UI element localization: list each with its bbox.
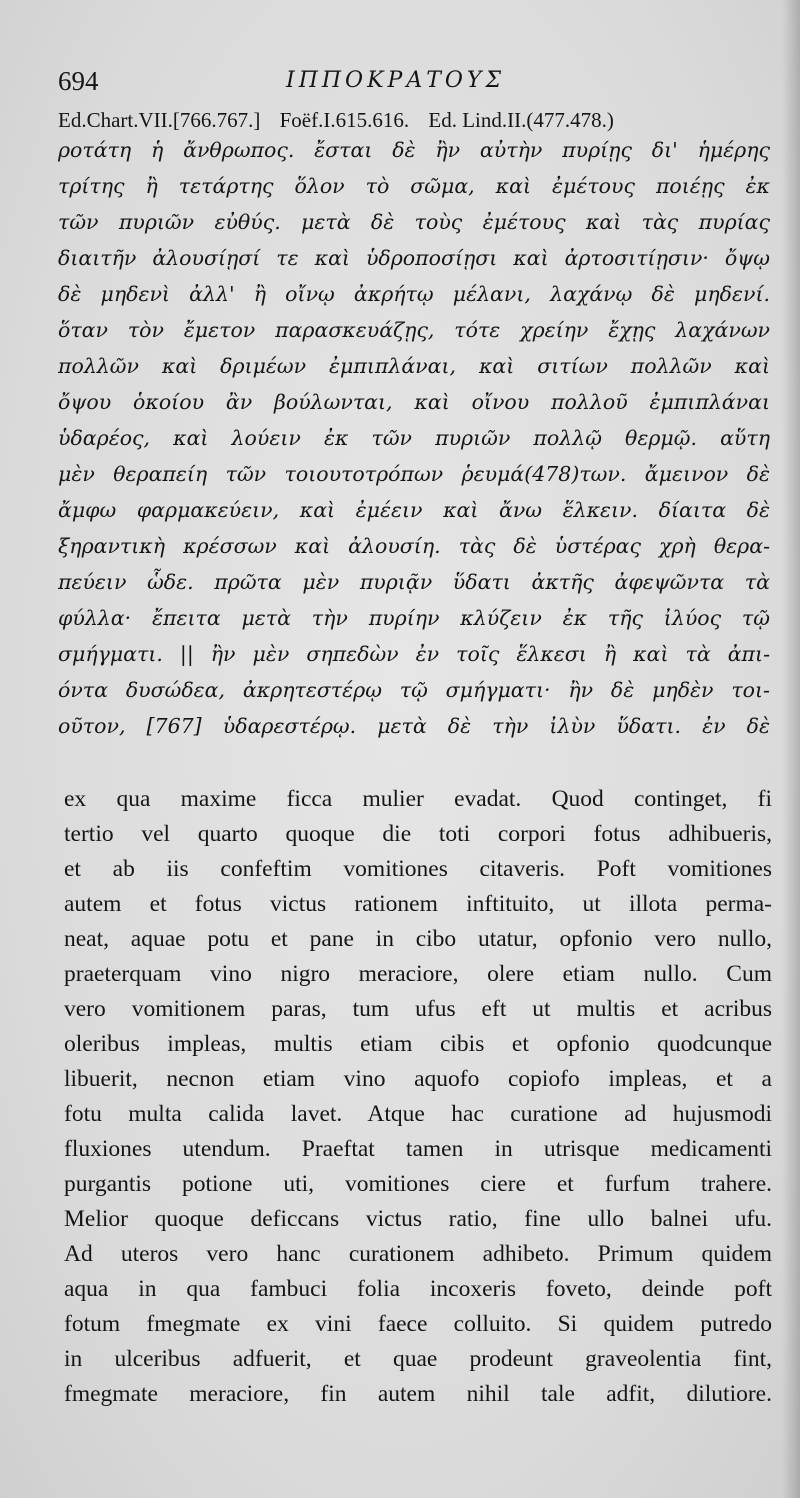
latin-text-line: fluxiones utendum. Praeftat tamen in utrisque medicamenti bbox=[64, 1136, 772, 1162]
running-title: ΙΠΠΟΚΡΑΤΟΥΣ bbox=[286, 68, 506, 93]
latin-text-line: tertio vel quarto quoque die toti corpori fotus adhibueris, bbox=[64, 821, 772, 847]
latin-text-line: Melior quoque deficcans victus ratio, fine ullo balnei ufu. bbox=[64, 1206, 772, 1232]
greek-text-line: διαιτῆν ἀλουσίῃσί τε καὶ ὑδροποσίῃσι καὶ ἀρτοσιτίῃσιν· ὄψῳ bbox=[58, 246, 770, 270]
latin-text-line: libuerit, necnon etiam vino aquofo copiofo impleas, et a bbox=[64, 1066, 772, 1092]
latin-text-line: fmegmate meraciore, fin autem nihil tale adfit, dilutiore. bbox=[64, 1381, 772, 1407]
edition-references bbox=[58, 108, 768, 133]
greek-text-line: πεύειν ὧδε. πρῶτα μὲν πυριᾷν ὕδατι ἀκτῆς ἀφεψῶντα τὰ bbox=[58, 570, 770, 594]
greek-text-line: τῶν πυριῶν εὐθύς. μετὰ δὲ τοὺς ἐμέτους καὶ τὰς πυρίας bbox=[58, 210, 770, 234]
latin-text-line: et ab iis confeftim vomitiones citaveris. Poft vomitiones bbox=[64, 856, 772, 882]
latin-text-block bbox=[64, 782, 772, 1412]
latin-text-line: oleribus impleas, multis etiam cibis et opfonio quodcunque bbox=[64, 1031, 772, 1057]
greek-text-line: ὄψου ὁκοίου ἂν βούλωνται, καὶ οἴνου πολλοῦ ἐμπιπλάναι bbox=[58, 390, 770, 414]
latin-text-line: Ad uteros vero hanc curationem adhibeto. Primum quidem bbox=[64, 1241, 772, 1267]
edition-reference: Foëf.I.615.616. bbox=[279, 108, 410, 132]
greek-text-line: ὅταν τὸν ἔμετον παρασκευάζῃς, τότε χρείην ἔχῃς λαχάνων bbox=[58, 318, 770, 342]
greek-text-line: μὲν θεραπείη τῶν τοιουτοτρόπων ῥευμά(478)των. ἄμεινον δὲ bbox=[58, 462, 770, 486]
greek-text-line: ἄμφω φαρμακεύειν, καὶ ἐμέειν καὶ ἄνω ἕλκειν. δίαιτα δὲ bbox=[58, 498, 770, 522]
latin-text-line: purgantis potione uti, vomitiones ciere et furfum trahere. bbox=[64, 1171, 772, 1197]
edition-reference: Ed. Lind.II.(477.478.) bbox=[428, 108, 614, 132]
greek-text-line: ὑδαρέος, καὶ λούειν ἐκ τῶν πυριῶν πολλῷ θερμῷ. αὕτη bbox=[58, 426, 770, 450]
greek-text-line: δὲ μηδενὶ ἀλλ' ἢ οἴνῳ ἀκρήτῳ μέλανι, λαχάνῳ δὲ μηδενί. bbox=[58, 282, 770, 306]
page-spine-shadow bbox=[782, 0, 800, 1498]
edition-reference: Ed.Chart.VII.[766.767.] bbox=[58, 108, 261, 132]
greek-text-line: σμήγματι. || ἢν μὲν σηπεδὼν ἐν τοῖς ἕλκεσι ἢ καὶ τὰ ἀπι- bbox=[58, 642, 770, 666]
latin-text-line: ex qua maxime ficca mulier evadat. Quod continget, fi bbox=[64, 786, 772, 812]
greek-text-line: όντα δυσώδεα, ἀκρητεστέρῳ τῷ σμήγματι· ἢν δὲ μηδὲν τοι- bbox=[58, 678, 770, 702]
greek-text-line: φύλλα· ἔπειτα μετὰ τὴν πυρίην κλύζειν ἐκ τῆς ἰλύος τῷ bbox=[58, 606, 770, 630]
latin-text-line: in ulceribus adfuerit, et quae prodeunt graveolentia fint, bbox=[64, 1346, 772, 1372]
greek-text-line: πολλῶν καὶ δριμέων ἐμπιπλάναι, καὶ σιτίων πολλῶν καὶ bbox=[58, 354, 770, 378]
greek-text-line: ροτάτη ἡ ἄνθρωπος. ἔσται δὲ ἢν αὐτὴν πυρίῃς δι' ἡμέρης bbox=[58, 138, 770, 162]
latin-text-line: vero vomitionem paras, tum ufus eft ut multis et acribus bbox=[64, 996, 772, 1022]
greek-text-block bbox=[58, 132, 770, 744]
page-number: 694 bbox=[58, 66, 99, 96]
latin-text-line: fotum fmegmate ex vini faece colluito. Si quidem putredo bbox=[64, 1311, 772, 1337]
page-header bbox=[58, 62, 758, 102]
greek-text-line: ξηραντικὴ κρέσσων καὶ ἀλουσίη. τὰς δὲ ὑστέρας χρὴ θερα- bbox=[58, 534, 770, 558]
latin-text-line: fotu multa calida lavet. Atque hac curatione ad hujusmodi bbox=[64, 1101, 772, 1127]
greek-text-line: τρίτης ἢ τετάρτης ὅλον τὸ σῶμα, καὶ ἐμέτους ποιέῃς ἐκ bbox=[58, 174, 770, 198]
latin-text-line: autem et fotus victus rationem inftituito, ut illota perma- bbox=[64, 891, 772, 917]
latin-text-line: neat, aquae potu et pane in cibo utatur, opfonio vero nullo, bbox=[64, 926, 772, 952]
latin-text-line: praeterquam vino nigro meraciore, olere etiam nullo. Cum bbox=[64, 961, 772, 987]
latin-text-line: aqua in qua fambuci folia incoxeris foveto, deinde poft bbox=[64, 1276, 772, 1302]
greek-text-line: οῦτον, [767] ὑδαρεστέρῳ. μετὰ δὲ τὴν ἰλὺν ὕδατι. ἐν δὲ bbox=[58, 714, 770, 738]
